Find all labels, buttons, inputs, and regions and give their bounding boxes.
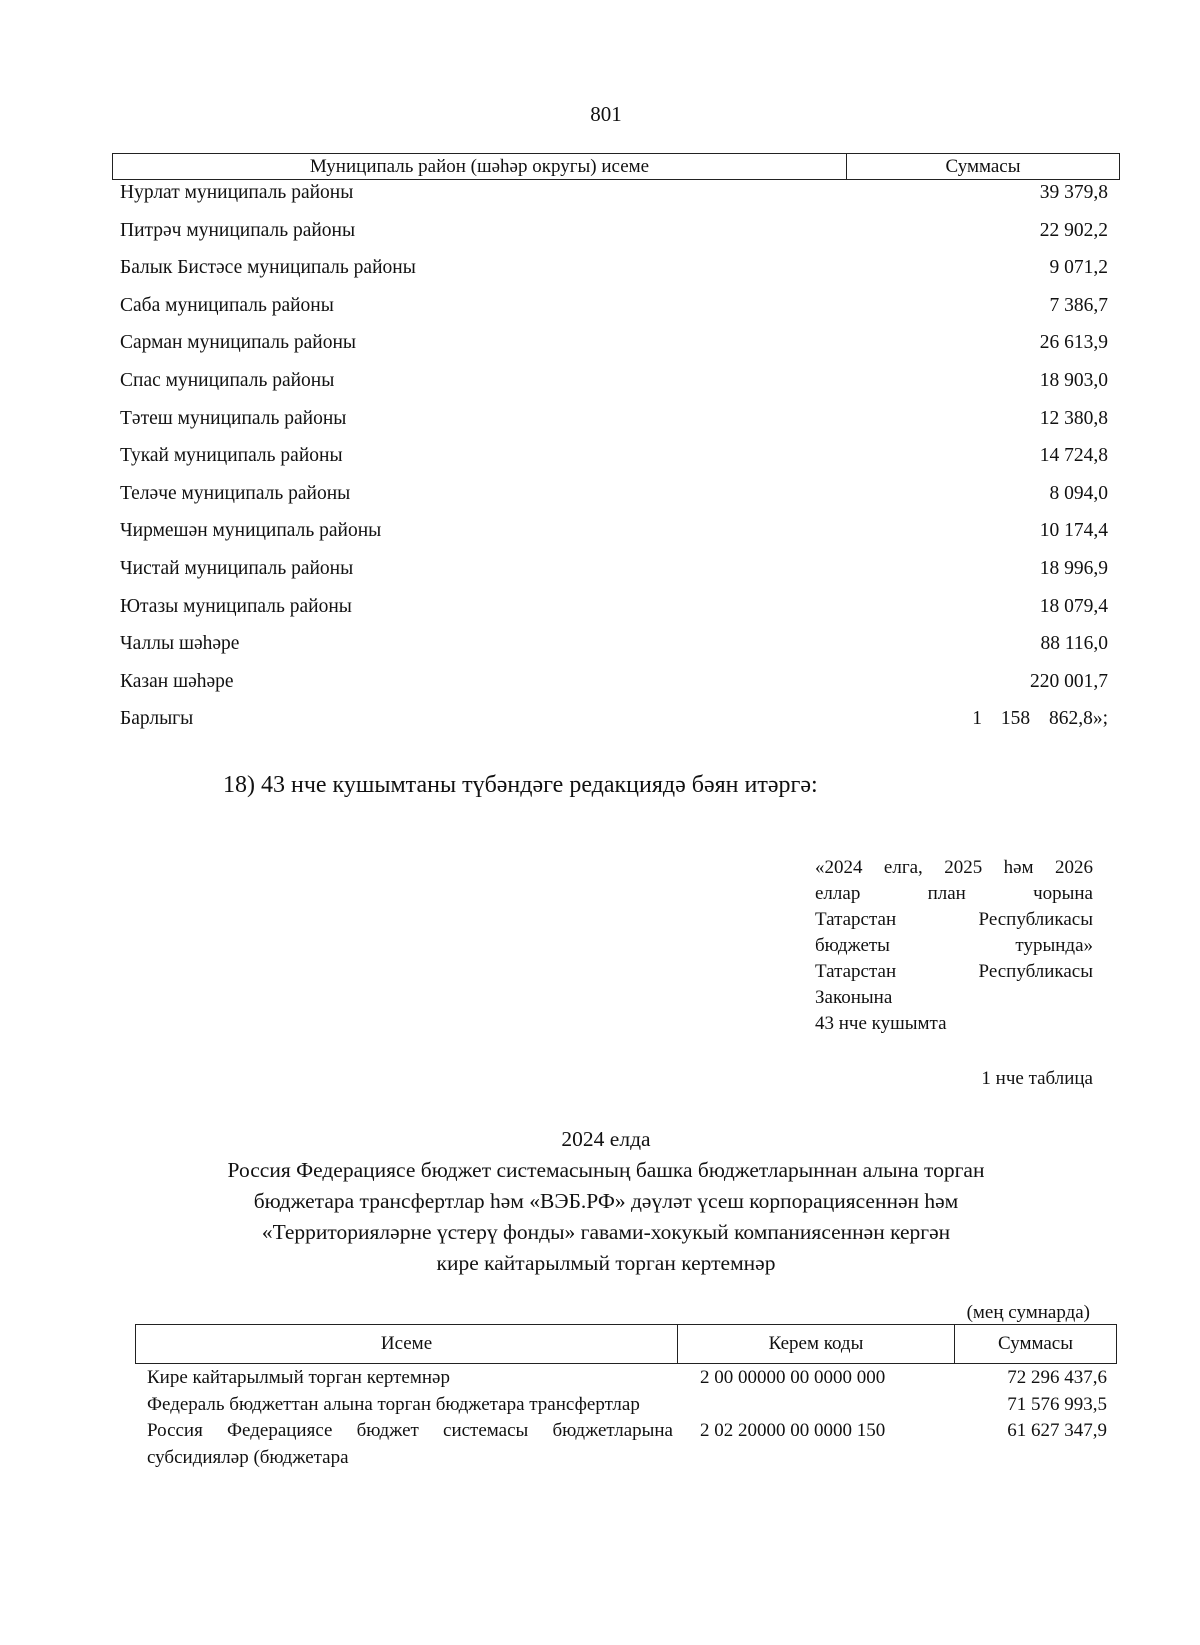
row-sum: 9 071,2 — [1049, 257, 1108, 279]
caption-line: бюджеты турында» — [815, 935, 1093, 956]
row-name: Питрәч муниципаль районы — [120, 219, 356, 241]
title-line: «Территорияләрне үстерү фонды» гавами-хокукый компаниясеннән кергән — [261, 1220, 951, 1244]
row-name: Тәтеш муниципаль районы — [120, 407, 347, 429]
table-row — [120, 180, 1108, 218]
units-label: (мең сумнарда) — [966, 1302, 1090, 1323]
row-name: Кире кайтарылмый торган кертемнәр — [147, 1367, 450, 1388]
table-row — [120, 481, 1108, 519]
table-row — [120, 255, 1108, 293]
table1-body — [120, 180, 1108, 744]
table-row — [120, 556, 1108, 594]
caption-line: Татарстан Республикасы — [815, 909, 1093, 930]
row-name: Балык Бистәсе муниципаль районы — [120, 257, 416, 279]
table-row — [120, 518, 1108, 556]
total-label: Барлыгы — [120, 708, 194, 730]
row-name: Тукай муниципаль районы — [120, 445, 343, 467]
table-row — [147, 1392, 1107, 1419]
row-sum: 18 903,0 — [1039, 369, 1108, 391]
table2-body — [147, 1365, 1107, 1471]
title-line: 2024 елда — [561, 1127, 651, 1151]
row-code: 2 00 00000 00 0000 000 — [700, 1367, 886, 1388]
table-row — [147, 1365, 1107, 1392]
instruction-paragraph: 18) 43 нче кушымтаны түбәндәге редакциядә бәян итәргә: — [223, 772, 818, 798]
table2-header-sum: Суммасы — [998, 1333, 1073, 1354]
row-name: Ютазы муниципаль районы — [120, 595, 352, 617]
row-code: 2 02 20000 00 0000 150 — [700, 1420, 886, 1441]
table-row — [120, 406, 1108, 444]
row-name: Сарман муниципаль районы — [120, 332, 357, 354]
attachment-caption — [815, 855, 1093, 1037]
row-sum: 72 296 437,6 — [1007, 1367, 1107, 1388]
row-sum: 12 380,8 — [1039, 407, 1108, 429]
row-sum: 18 996,9 — [1039, 557, 1108, 579]
row-sum: 14 724,8 — [1039, 445, 1108, 467]
row-sum: 22 902,2 — [1039, 219, 1108, 241]
row-name: Теләче муниципаль районы — [120, 482, 351, 504]
total-sum: 1 158 862,8»; — [972, 708, 1108, 730]
row-sum: 220 001,7 — [1030, 670, 1108, 692]
table-number: 1 нче таблица — [981, 1068, 1093, 1089]
table1-header-name: Муниципаль район (шәһәр округы) исеме — [113, 154, 847, 179]
title-line: кире кайтарылмый торган кертемнәр — [436, 1251, 776, 1275]
table-row — [120, 218, 1108, 256]
table-row — [120, 443, 1108, 481]
row-sum: 10 174,4 — [1039, 520, 1108, 542]
table-row — [120, 631, 1108, 669]
title-line: Россия Федерациясе бюджет системасының башка бюджетларыннан алына торган — [227, 1158, 985, 1182]
row-sum: 71 576 993,5 — [1007, 1393, 1107, 1415]
row-name: Саба муниципаль районы — [120, 294, 334, 316]
row-sum: 7 386,7 — [1049, 294, 1108, 316]
row-name: Казан шәһәре — [120, 670, 234, 692]
row-name: Чистай муниципаль районы — [120, 557, 354, 579]
row-sum: 61 627 347,9 — [1007, 1420, 1107, 1441]
page-number: 801 — [590, 102, 622, 126]
row-name: Федераль бюджеттан алына торган бюджетара трансфертлар — [147, 1393, 640, 1415]
table-row — [120, 669, 1108, 707]
row-name: Спас муниципаль районы — [120, 369, 335, 391]
table-row — [120, 330, 1108, 368]
row-name: Чаллы шәһәре — [120, 633, 240, 655]
row-sum: 8 094,0 — [1049, 482, 1108, 504]
table1-header-sum: Суммасы — [945, 156, 1021, 177]
table-total-row — [120, 706, 1108, 744]
table1-header — [112, 153, 1120, 180]
table-row — [120, 594, 1108, 632]
row-sum: 39 379,8 — [1039, 182, 1108, 203]
caption-line: Законына — [815, 987, 893, 1008]
table2-header-name: Исеме — [136, 1325, 678, 1363]
caption-line: Татарстан Республикасы — [815, 961, 1093, 982]
document-title — [100, 1124, 1112, 1279]
table-row — [147, 1418, 1107, 1471]
table2-header-code: Керем коды — [678, 1325, 955, 1363]
table2-header — [135, 1324, 1117, 1364]
table-row — [120, 368, 1108, 406]
caption-line: «2024 елга, 2025 һәм 2026 — [815, 857, 1093, 878]
caption-line: 43 нче кушымта — [815, 1013, 947, 1034]
table-row — [120, 293, 1108, 331]
row-sum: 88 116,0 — [1040, 633, 1108, 655]
row-code — [673, 1392, 948, 1419]
title-line: бюджетара трансфертлар һәм «ВЭБ.РФ» дәүләт үсеш корпорациясеннән һәм — [253, 1189, 959, 1213]
row-name: Чирмешән муниципаль районы — [120, 520, 382, 542]
row-sum: 26 613,9 — [1039, 332, 1108, 354]
row-name: Россия Федерациясе бюджет системасы бюджетларына субсидияләр (бюджетара — [147, 1420, 673, 1468]
row-name: Нурлат муниципаль районы — [120, 182, 354, 203]
row-sum: 18 079,4 — [1039, 595, 1108, 617]
caption-line: еллар план чорына — [815, 883, 1093, 904]
